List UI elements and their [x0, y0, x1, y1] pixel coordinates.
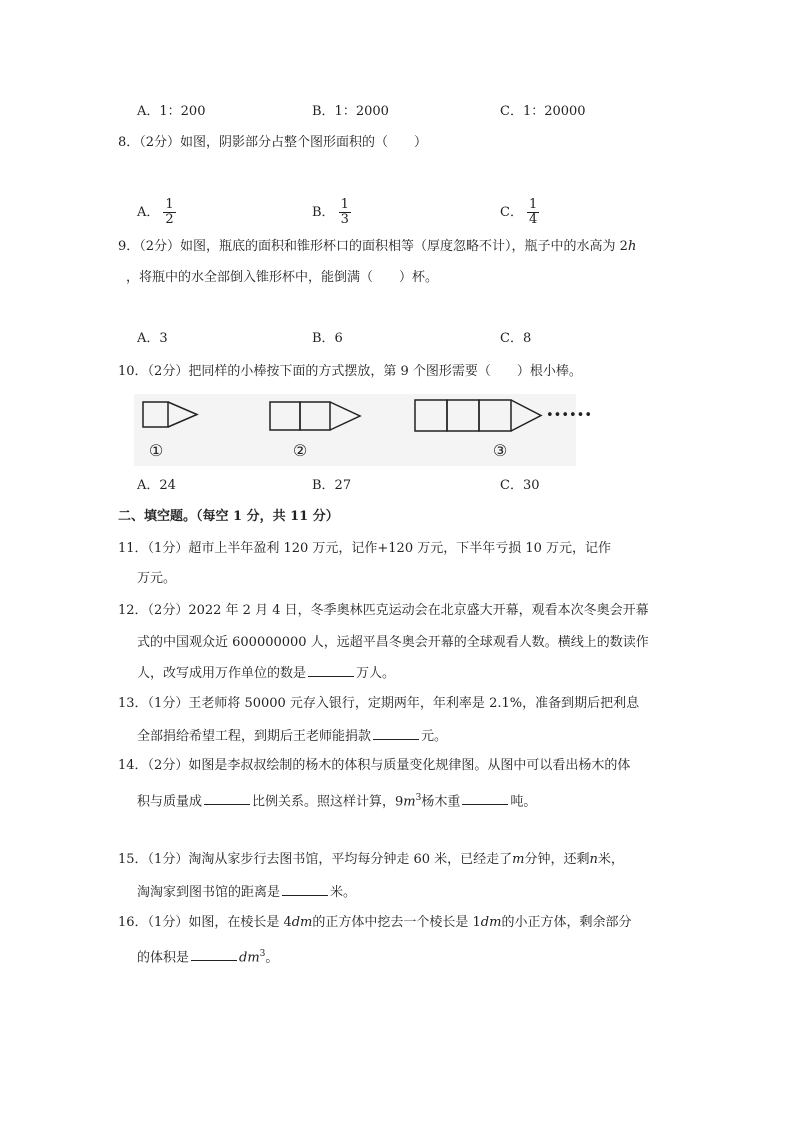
q7-option-c: C．1：20000 [500, 104, 586, 119]
q14-answer-blank-1[interactable] [204, 791, 250, 805]
q9-question-line2: ，将瓶中的水全部倒入锥形杯中，能倒满（ ）杯。 [126, 270, 439, 285]
q14-answer-blank-2[interactable] [462, 791, 508, 805]
q12-answer-blank[interactable] [308, 663, 354, 677]
q13-answer-blank[interactable] [373, 726, 419, 740]
q8-option-a: A． $\frac{1}{2}$ [137, 197, 174, 227]
q16-line2: 的体积是 $dm^3$。 [137, 949, 279, 966]
q11-line1: 11．（1分）超市上半年盈利 120 万元，记作+120 万元，下半年亏损 10 万元，记作 [118, 541, 612, 556]
q10-option-a: A．24 [137, 478, 176, 493]
q12-line3: 人，改写成用万作单位的数是 万人。 [137, 663, 395, 684]
q9-option-a: A．3 [137, 331, 168, 346]
section-2-title: 二、填空题。（每空 1 分，共 11 分） [118, 509, 339, 524]
q9-option-c: C．8 [500, 331, 532, 346]
q15-line1: 15．（1分）淘淘从家步行去图书馆，平均每分钟走 60 米，已经走了m分钟，还剩n米， [118, 852, 624, 867]
q14-line1: 14．（2分）如图是李叔叔绘制的杨木的体积与质量变化规律图。从图中可以看出杨木的体 [118, 758, 631, 773]
q13-line2: 全部捐给希望工程，到期后王老师能捐款 元。 [137, 726, 447, 747]
q9-option-b: B．6 [312, 331, 343, 346]
figure-3-ellipsis: •••••• [546, 408, 593, 423]
q8-question: 8．（2分）如图，阴影部分占整个图形面积的（ ） [118, 135, 428, 150]
q7-option-a: A．1：200 [137, 104, 206, 119]
q15-line2: 淘淘家到图书馆的距离是 米。 [137, 882, 356, 903]
q10-option-c: C．30 [500, 478, 540, 493]
q8-option-c: C． $\frac{1}{4}$ [500, 197, 538, 227]
q7-option-b: B．1：2000 [312, 104, 389, 119]
figure-3-label: ③ [492, 441, 508, 460]
matchstick-figures [134, 394, 593, 466]
q16-answer-blank[interactable] [191, 947, 237, 961]
q14-line2: 积与质量成 比例关系。照这样计算，$9m^3$杨木重 吨。 [137, 793, 537, 810]
figure-2-label: ② [292, 441, 308, 460]
q9-question-line1: 9．（2分）如图，瓶底的面积和锥形杯口的面积相等（厚度忽略不计），瓶子中的水高为 2h [118, 239, 637, 254]
q10-option-b: B．27 [312, 478, 352, 493]
q15-answer-blank[interactable] [282, 882, 328, 896]
q13-line1: 13．（1分）王老师将 50000 元存入银行，定期两年，年利率是 2.1%，准备到期后把利息 [118, 696, 640, 711]
q12-line2: 式的中国观众近 600000000 人，远超平昌冬奥会开幕的全球观看人数。横线上的数读作 [137, 635, 649, 650]
figure-1-label: ① [148, 441, 164, 460]
q11-line2: 万元。 [137, 571, 177, 586]
q16-line1: 16．（1分）如图，在棱长是 4dm的正方体中挖去一个棱长是 1dm的小正方体，剩余部分 [118, 915, 632, 930]
q8-option-b: B． $\frac{1}{3}$ [312, 197, 349, 227]
q10-question: 10．（2分）把同样的小棒按下面的方式摆放，第 9 个图形需要（ ）根小棒。 [118, 364, 582, 379]
q12-line1: 12．（2分）2022 年 2 月 4 日，冬季奥林匹克运动会在北京盛大开幕，观看本次冬奥会开幕 [118, 603, 649, 618]
